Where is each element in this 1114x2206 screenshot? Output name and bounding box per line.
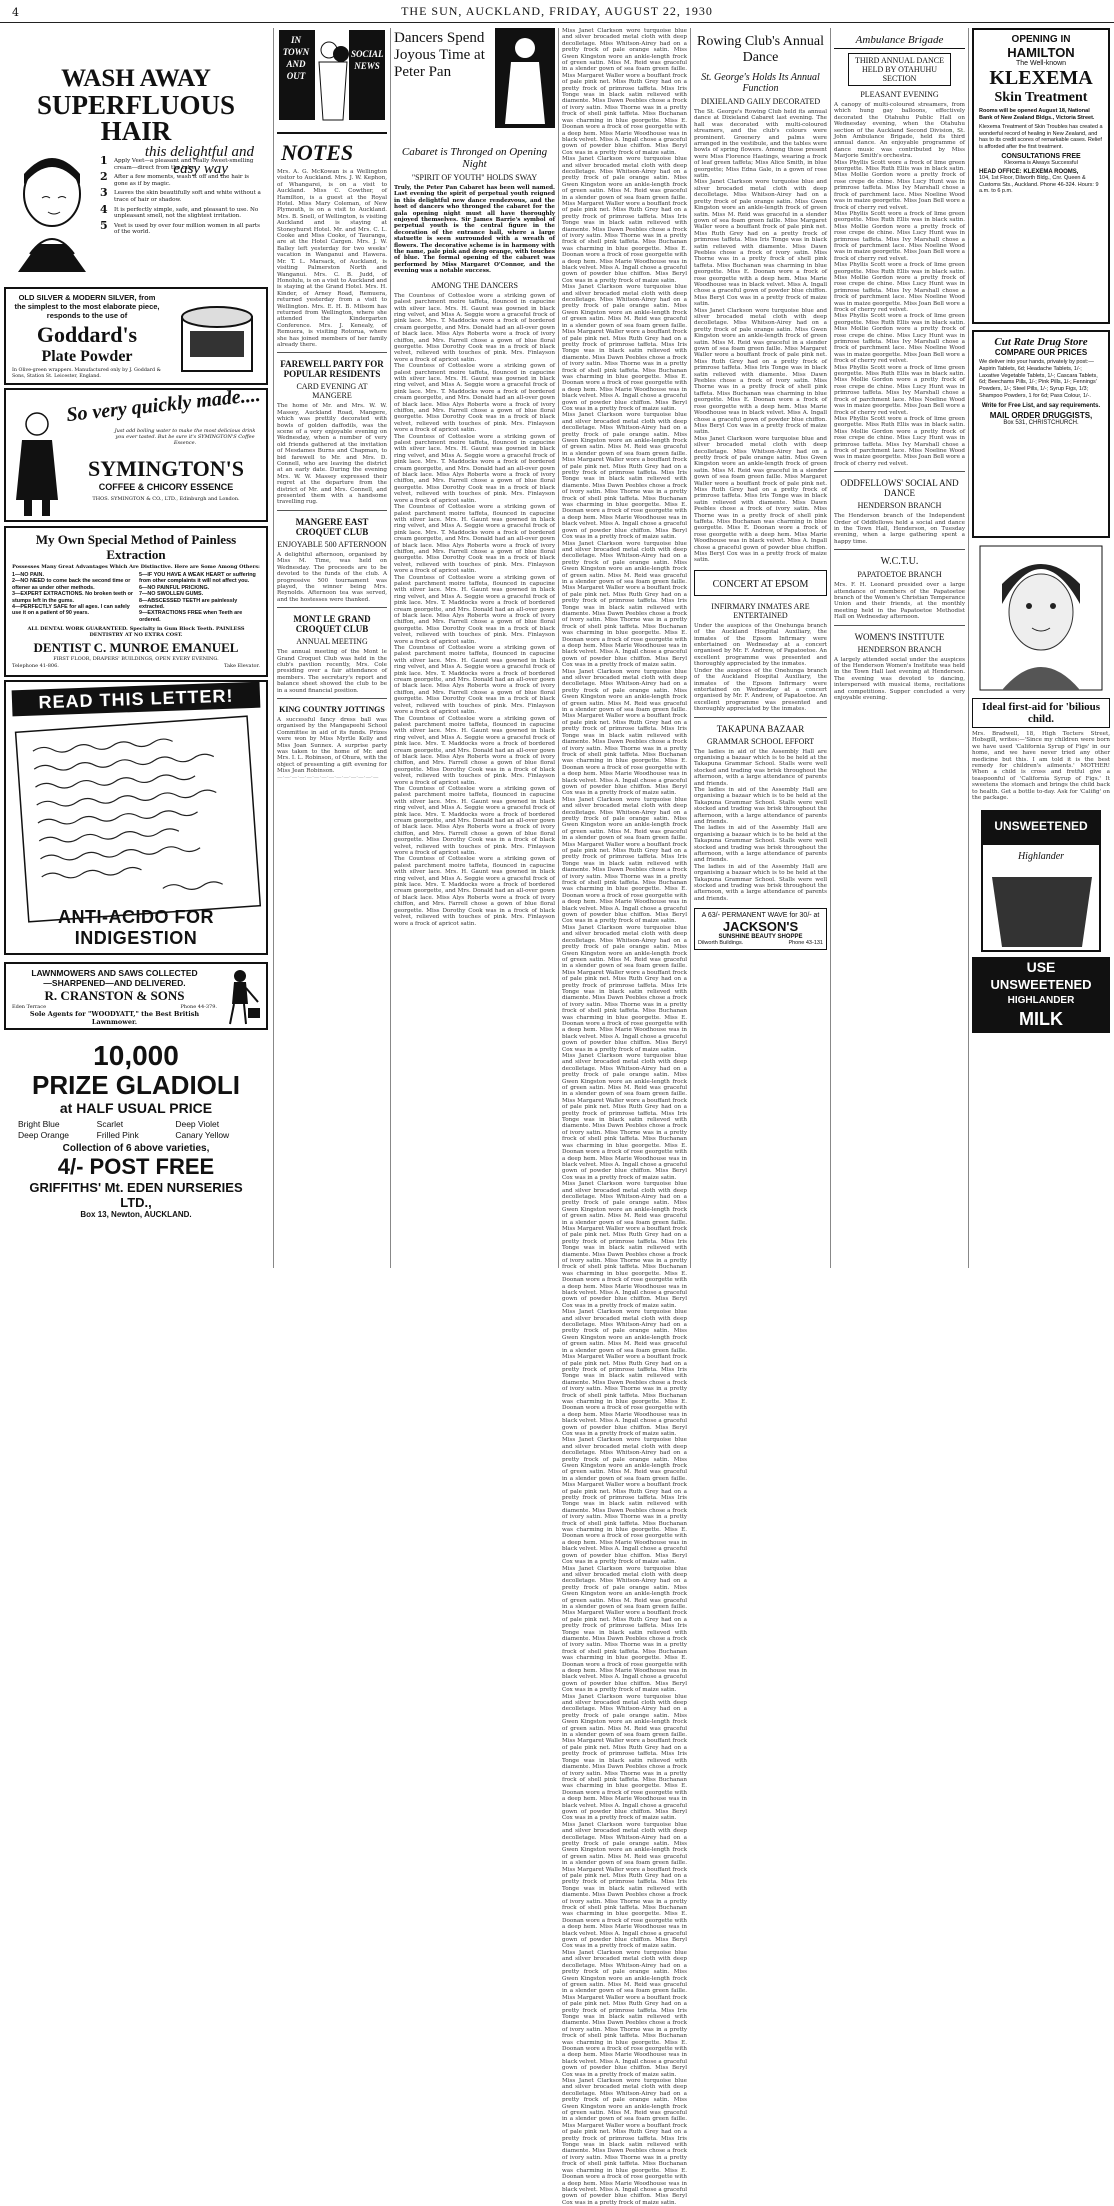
col4-text-16: Miss Janet Clarkson wore turquoise blue and silver brocaded metal cloth with deep decolletage. Miss Whitson-Airey had on a pretty frock of pale orange satin. Miss Gwen Kingston wore an ankle-length frock of green satin. Miss M. Reid was graceful in a slender gown of sea foam green faille. Miss Margaret Waller wore a bouffant frock of pale pink net. Miss Ruth Grey had on a pretty frock of primrose taffeta. Miss Iris Tonge was in black satin relieved with diamente. Miss Dawn Peebles chose a frock of ivory satin. Miss Thorne was in a pretty frock of shell pink taffeta. Miss Buchanan was charming in blue georgette. Miss E. Doonan wore a frock of rose georgette with a deep hem. Miss Marie Woodhouse was in black velvet. Miss A. Ingall chose a graceful gown of powder blue chiffon. Miss Beryl Cox was in a pretty frock of maize satin.	[562, 1949, 687, 2078]
dancers-text: The Countess of Cottesloe wore a striking gown of palest parchment moire taffeta, flounced in capucine with silver lace. Mrs. H. Gaunt was gowned in black ring velvet, and Miss A. Seggie wore a graceful frock of pink lace. Mrs. T. Maddocks wore a frock of bordered cream georgette, and Mrs. Donald had an all-over gown of black lace. Miss Alys Roberts wore a frock of ivory chiffon, and Mrs. Farrell chose a gown of blue floral georgette. Miss Dorothy Cook was in a frock of black velvet, relieved with touches of pink. Mrs. Finlayson wore a frock of apricot satin.	[394, 292, 555, 363]
points-right: 5—IF YOU HAVE A WEAK HEART or suffering from other complaints it will not affect you. 6—NO PAINFUL PRICKING. 7—NO SWOLLEN GUMS. 8—ABSCESSED TEETH are painlessly extracted. 9—EXTRACTIONS FREE when Teeth are ordered.	[139, 572, 256, 623]
ad-subtitle: Possesses Many Great Advantages Which Are Distinctive. Here are Some Among Others:	[12, 564, 260, 570]
ad-headline-2: SUPERFLUOUS HAIR	[36, 90, 236, 146]
notes-heading: NOTES	[281, 140, 354, 165]
banner-right: SOCIAL NEWS	[351, 49, 384, 71]
col4-text-10: Miss Janet Clarkson wore turquoise blue and silver brocaded metal cloth with deep decolletage. Miss Whitson-Airey had on a pretty frock of pale orange satin. Miss Gwen Kingston wore an ankle-length frock of green satin. Miss M. Reid was graceful in a slender gown of sea foam green faille. Miss Margaret Waller wore a bouffant frock of pale pink net. Miss Ruth Grey had on a pretty frock of primrose taffeta. Miss Iris Tonge was in black satin relieved with diamente. Miss Dawn Peebles chose a frock of ivory satin. Miss Thorne was in a pretty frock of shell pink taffeta. Miss Buchanan was charming in blue georgette. Miss E. Doonan wore a frock of rose georgette with a deep hem. Miss Marie Woodhouse was in black velvet. Miss A. Ingall chose a graceful gown of powder blue chiffon. Miss Beryl Cox was in a pretty frock of maize satin.	[562, 1181, 687, 1309]
ad-body: Klexema Treatment of Skin Troubles has created a wonderful record of healing in New Zealand, and has to its credit scores of remarkable cases. Relief is afforded after the first treatment.	[979, 124, 1103, 150]
ambulance-text: A canopy of multi-coloured streamers, from which hung gay balloons, effectively decorated the Otahuhu Public Hall on Wednesday evening, when the Otahuhu section of the Auckland Second Division, St. John Ambulance Brigade, held its third annual dance. An enjoyable programme of dance music was contributed by Miss Marjorie Smith's orchestra.	[834, 102, 965, 160]
article-body: Truly, the Peter Pan Cabaret has been well named. Last evening the spirit of perpetual youth reigned in this delightful new dance rendezvous, and the host of dancers who thronged the cabaret for the gala opening night must all have thoroughly enjoyed themselves. Sir James Barrie's symbol of perpetual youth is the central figure in the decoration of the entrance hall, where a large statuette is seen surrounded with a wreath of flowers. The decorative scheme is in harmony with the name, pale pink and deep orange, with touches of blue. The formal opening of the cabaret was performed by Miss Margaret O'Connor, and the evening was a notable success.	[394, 185, 555, 275]
bazaar-text: The ladies in aid of the Assembly Hall are organising a bazaar which is to be held at the Takapuna Grammar School. Stalls were well stocked and trading was brisk throughout the afternoon, with a large attendance of parents and friends.	[694, 748, 827, 787]
ambulance-box: THIRD ANNUAL DANCE HELD BY OTAHUHU SECTION	[848, 53, 951, 86]
right-ads-column	[972, 28, 1110, 1264]
croquet2-subheading: ANNUAL MEETING	[296, 637, 368, 647]
ad-title: PRIZE GLADIOLI	[32, 1070, 240, 1100]
article-deck: Cabaret is Thronged on Opening Night	[401, 146, 548, 170]
town-and-out-banner	[277, 28, 387, 134]
unsweetened-label: UNSWEETENED	[990, 977, 1092, 993]
dancers-text-cont-8: The Countess of Cottesloe wore a striking gown of palest parchment moire taffeta, flounced in capucine with silver lace. Mrs. H. Gaunt was gowned in black ring velvet, and Miss A. Seggie wore a graceful frock of pink lace. Mrs. T. Maddocks wore a frock of bordered cream georgette, and Mrs. Donald had an all-over gown of black lace. Miss Alys Roberts wore a frock of ivory chiffon, and Mrs. Farrell chose a gown of blue floral georgette. Miss Dorothy Cook was in a frock of black velvet, relieved with touches of pink. Mrs. Finlayson wore a frock of apricot satin.	[394, 856, 555, 927]
tin-sub-label: Highlander	[1017, 851, 1065, 863]
peter-pan-column	[394, 28, 555, 1264]
address: Eden Terrace	[12, 1004, 47, 1010]
step-2: 2 After a few moments, wash it off and the hair is gone as if by magic.	[100, 170, 250, 187]
banner-left: IN TOWN AND OUT	[282, 35, 310, 81]
dentist-emanuel-ad	[4, 526, 268, 677]
consult-line: CONSULTATIONS FREE	[1001, 153, 1081, 160]
rowing-club-column	[694, 28, 827, 1264]
col4-text-13: Miss Janet Clarkson wore turquoise blue and silver brocaded metal cloth with deep decolletage. Miss Whitson-Airey had on a pretty frock of pale orange satin. Miss Gwen Kingston wore an ankle-length frock of green satin. Miss M. Reid was graceful in a slender gown of sea foam green faille. Miss Margaret Waller wore a bouffant frock of pale pink net. Miss Ruth Grey had on a pretty frock of primrose taffeta. Miss Iris Tonge was in black satin relieved with diamente. Miss Dawn Peebles chose a frock of ivory satin. Miss Thorne was in a pretty frock of shell pink taffeta. Miss Buchanan was charming in blue georgette. Miss E. Doonan wore a frock of rose georgette with a deep hem. Miss Marie Woodhouse was in black velvet. Miss A. Ingall chose a graceful gown of powder blue chiffon. Miss Beryl Cox was in a pretty frock of maize satin.	[562, 1565, 687, 1694]
ad-tagline-2: easy way	[173, 161, 228, 177]
maker-line: THOS. SYMINGTON & CO., LTD., Edinburgh and London.	[92, 496, 240, 502]
croquet2-text: The annual meeting of the Mont le Grand Croquet Club was held in the club's pavilion recently, Mrs. Cole presiding over a fair attendance of members. The secretary's report and balance sheet showed the club to be in a sound financial position.	[277, 649, 387, 694]
rowing-text-2: Miss Janet Clarkson wore turquoise blue and silver brocaded metal cloth with deep decolletage. Miss Whitson-Airey had on a pretty frock of pale orange satin. Miss Gwen Kingston wore an ankle-length frock of green satin. Miss M. Reid was graceful in a slender gown of sea foam green faille. Miss Margaret Waller wore a bouffant frock of pale pink net. Miss Ruth Grey had on a pretty frock of primrose taffeta. Miss Iris Tonge was in black satin relieved with diamente. Miss Dawn Peebles chose a frock of ivory satin. Miss Thorne was in a pretty frock of shell pink taffeta. Miss Buchanan was charming in blue georgette. Miss E. Doonan wore a frock of rose georgette with a deep hem. Miss Marie Woodhouse was in black velvet. Miss A. Ingall chose a graceful gown of powder blue chiffon. Miss Beryl Cox was in a pretty frock of maize satin.	[694, 179, 827, 308]
dancers-continued-column	[562, 28, 687, 2206]
epsom-text: Under the auspices of the Onehunga branch of the Auckland Hospital Auxiliary, the inmates of the Epsom Infirmary were entertained on Wednesday at a concert organised by Mr. F. Andrew, of Papatoetoe. An excellent programme was presented and thoroughly appreciated by the inmates.	[694, 622, 827, 668]
box-line: Box 531, CHRISTCHURCH.	[1003, 419, 1079, 426]
brand-name: Goddard's	[36, 322, 138, 347]
col6-text-2: Miss Phyllis Scott wore a frock of lime green georgette. Miss Ruth Ellis was in black satin. Miss Mollie Gordon wore a pretty frock of rose crepe de chine. Miss Lucy Hunt was in primrose taffeta. Miss Ivy Marshall chose a frock of parchment lace. Miss Noeline Wood was in maize georgette. Miss Joan Bell wore a frock of cherry red velvet.	[834, 210, 965, 262]
ad-line-2: —SHARPENED—AND DELIVERED.	[43, 978, 186, 988]
guarantee: ALL DENTAL WORK GUARANTEED. Specialty in Gum Block Teeth. PAINLESS DENTISTRY AT NO EXTRA COST.	[27, 626, 245, 639]
farewell-heading: FAREWELL PARTY FOR POPULAR RESIDENTS	[280, 359, 384, 380]
ad-header: READ THIS LETTER!	[12, 682, 261, 717]
epsom-subheading: INFIRMARY INMATES ARE ENTERTAINED	[711, 601, 810, 620]
ad-line-2: HAMILTON	[1007, 45, 1075, 60]
col4-text-3: Miss Janet Clarkson wore turquoise blue and silver brocaded metal cloth with deep decolletage. Miss Whitson-Airey had on a pretty frock of pale orange satin. Miss Gwen Kingston wore an ankle-length frock of green satin. Miss M. Reid was graceful in a slender gown of sea foam green faille. Miss Margaret Waller wore a bouffant frock of pale pink net. Miss Ruth Grey had on a pretty frock of primrose taffeta. Miss Iris Tonge was in black satin relieved with diamente. Miss Dawn Peebles chose a frock of ivory satin. Miss Thorne was in a pretty frock of shell pink taffeta. Miss Buchanan was charming in blue georgette. Miss E. Doonan wore a frock of rose georgette with a deep hem. Miss Marie Woodhouse was in black velvet. Miss A. Ingall chose a graceful gown of powder blue chiffon. Miss Beryl Cox was in a pretty frock of maize satin.	[562, 284, 687, 412]
bazaar-text-3: The ladies in aid of the Assembly Hall are organising a bazaar which is to be held at the Takapuna Grammar School. Stalls were well stocked and trading was brisk throughout the afternoon, with a large attendance of parents and friends.	[694, 825, 827, 864]
dancers-illustration	[495, 28, 555, 128]
farewell-text: The home of Mr. and Mrs. W. W. Massey, Auckland Road, Mangere, which was prettily decorated with bowls of golden daffodils, was the scene of a very enjoyable evening on Wednesday, when a number of very old friends gathered at the invitation of Mesdames Burns and Chapman, to bid farewell to Mr. and Mrs. D. Connell, who are leaving the district at an early date. During the evening Mrs. W. W. Massey expressed their regret at the departure from the district of Mr. and Mrs. Connell, and presented them with a handsome travelling rug.	[277, 403, 387, 506]
permanent-wave-ad: A 63/- PERMANENT WAVE for 30/- at JACKSON'S SUNSHINE BEAUTY SHOPPE Dilworth Buildings. Phone 43-131	[694, 908, 827, 950]
write-line: Write for Free List, and say requirements.	[981, 402, 1101, 409]
price: 4/- POST FREE	[57, 1154, 215, 1179]
wctu-text: Mrs. F. H. Leonard presided over a large attendance of members of the Papatoetoe branch of the Women's Christian Temperance Union and their friends, at the monthly meeting held in the Papatoetoe Methodist Hall on Wednesday afternoon.	[834, 582, 965, 621]
masthead	[0, 0, 1114, 23]
step-4: 4 It is perfectly simple, safe, and pleasant to use. No unpleasant smell, not the slightest irritation.	[100, 202, 259, 220]
price-list: We deliver into your hands, privately by post:— Aspirin Tablets, 6d; Headache Tablets, 1/-; Laxative Vegetable Tablets, 1/-; Cascara Tablets, 6d; Beechams Pills, 1/-; Pink Pills, 1/-; Fennings' Powders, 1/-; Steel Pills, 1/-; Syrup Figs, 1/3; Shampoo Powders, 1 for 6d; Pass Colour, 1/-.	[979, 359, 1098, 399]
varieties-list: Bright Blue Scarlet Deep Violet Deep Orange Frilled Pink Canary Yellow	[18, 1119, 230, 1140]
opening-text: Rooms will be opened August 18, National Bank of New Zealand Bldgs., Victoria Street.	[979, 108, 1095, 121]
king-country-heading: KING COUNTRY JOTTINGS	[279, 704, 385, 714]
symington-coffee-ad	[4, 383, 268, 522]
bazaar-subheading: GRAMMAR SCHOOL EFFORT	[706, 736, 815, 746]
klexema-ad	[972, 28, 1110, 324]
step-5: 5 Veet is used by over four million women in all parts of the world.	[100, 218, 260, 236]
wctu-subheading: PAPATOETOE BRANCH	[857, 570, 942, 580]
anti-acido-ad	[4, 680, 268, 955]
shop-name: JACKSON'S	[722, 919, 799, 935]
collection-line: Collection of 6 above varieties,	[62, 1143, 210, 1154]
croquet1-subheading: ENJOYABLE 500 AFTERNOON	[277, 539, 387, 549]
ad-intro: OLD SILVER & MODERN SILVER, from the simplest to the most elaborate piece, responds to the use of	[14, 293, 160, 320]
col6-text-4: Miss Phyllis Scott wore a frock of lime green georgette. Miss Ruth Ellis was in black satin. Miss Mollie Gordon wore a pretty frock of rose crepe de chine. Miss Lucy Hunt was in primrose taffeta. Miss Ivy Marshall chose a frock of parchment lace. Miss Noeline Wood was in maize georgette. Miss Joan Bell wore a frock of cherry red velvet.	[834, 313, 965, 365]
dentist-address: FIRST FLOOR, DRAPERS' BUILDINGS, OPEN EVERY EVENING.	[53, 656, 219, 663]
col4-text-8: Miss Janet Clarkson wore turquoise blue and silver brocaded metal cloth with deep decolletage. Miss Whitson-Airey had on a pretty frock of pale orange satin. Miss Gwen Kingston wore an ankle-length frock of green satin. Miss M. Reid was graceful in a slender gown of sea foam green faille. Miss Margaret Waller wore a bouffant frock of pale pink net. Miss Ruth Grey had on a pretty frock of primrose taffeta. Miss Iris Tonge was in black satin relieved with diamente. Miss Dawn Peebles chose a frock of ivory satin. Miss Thorne was in a pretty frock of shell pink taffeta. Miss Buchanan was charming in blue georgette. Miss E. Doonan wore a frock of rose georgette with a deep hem. Miss Marie Woodhouse was in black velvet. Miss A. Ingall chose a graceful gown of powder blue chiffon. Miss Beryl Cox was in a pretty frock of maize satin.	[562, 924, 687, 1053]
office-address: 104, 1st Floor, Dilworth Bldg., Cnr. Queen & Customs Sts., Auckland. Phone 46-324. Hours: 9 a.m. to 6 p.m.	[979, 175, 1099, 194]
rowing-headline: Rowing Club's Annual Dance	[697, 34, 824, 65]
points-left: 1—NO PAIN. 2—NO NEED to come back the second time or oftener as under other methods. 3—EXPERT EXTRACTIONS. No broken teeth or stumps left in the gums. 4—PERFECTLY SAFE for all ages. I can safely use it on a patient of 90 years.	[12, 572, 134, 617]
dancers-text-cont-3: The Countess of Cottesloe wore a striking gown of palest parchment moire taffeta, flounced in capucine with silver lace. Mrs. H. Gaunt was gowned in black ring velvet, and Miss A. Seggie wore a graceful frock of pink lace. Mrs. T. Maddocks wore a frock of bordered cream georgette, and Mrs. Donald had an all-over gown of black lace. Miss Alys Roberts wore a frock of ivory chiffon, and Mrs. Farrell chose a gown of blue floral georgette. Miss Dorothy Cook was in a frock of black velvet, relieved with touches of pink. Mrs. Finlayson wore a frock of apricot satin.	[394, 504, 555, 575]
polish-tin-icon	[174, 295, 260, 379]
dancers-text-cont-4: The Countess of Cottesloe wore a striking gown of palest parchment moire taffeta, flounced in capucine with silver lace. Mrs. H. Gaunt was gowned in black ring velvet, and Miss A. Seggie wore a graceful frock of pink lace. Mrs. T. Maddocks wore a frock of bordered cream georgette, and Mrs. Donald had an all-over gown of black lace. Miss Alys Roberts wore a frock of ivory chiffon, and Mrs. Farrell chose a gown of blue floral georgette. Miss Dorothy Cook was in a frock of black velvet, relieved with touches of pink. Mrs. Finlayson wore a frock of apricot satin.	[394, 574, 555, 645]
brand-label: HIGHLANDER	[1007, 995, 1075, 1007]
page-number: 4	[12, 6, 19, 19]
bazaar-heading: TAKAPUNA BAZAAR	[716, 723, 805, 734]
use-label: USE	[1026, 959, 1056, 976]
goddard-plate-powder-ad	[4, 287, 268, 385]
social-notes-column: IN TOWN AND OUT SOCIAL NEWS NOTES Mrs. A. G. McKowan is a Wellington visitor to Auckland. Mrs. J. W. Kephon, of Whangarei, is on a visit to Auckland. Miss C. Cowther, of Hamilton, is a guest at the Royal Hotel. Miss Mary Coleman, of New Plymouth, is on a visit to Auckland. Mrs. B. Snell, of Wellington, is visiting Auckland and is staying at Stoneyhurst Hotel. Mr. and Mrs. C. L. Cooke and Miss Cooke, of Tauranga, are at the Hotel Cargen. Mrs. J. W. Balley left yesterday for two weeks' vacation in Wanganui and Hawera. Mr. T. L. Marsack, of Auckland, is visiting Palmerston North and Wanganui. Mrs. C. B. Judd, of Honolulu, is on a visit to Auckland and is staying at the Grand Hotel. Mrs. H. Kinder, of Arney Road, Remuera, returned yesterday from a visit to Wellington. Mrs. E. H. B. Milsom has returned from Wellington, where she attended the Kindergarten Conference. Mrs. J. Kenealy, of Remuera, is visiting Rotorua, where she has joined members of her family already there. FAREWELL PARTY FOR POPULAR RESIDENTS CARD EVENING AT MANGERE The home of Mr. and Mrs. W. W. Massey, Auckland Road, Mangere, which was prettily decorated with bowls of golden daffodils, was the scene of a very enjoyable evening on Wednesday, when a number of very old friends gathered at the invitation of Mesdames Burns and Chapman, to bid farewell to Mr. and Mrs. D. Connell, who are leaving the district at an early date. During the evening Mrs. W. W. Massey expressed their regret at the departure from the district of Mr. and Mrs. Connell, and presented them with a handsome travelling rug. MANGERE EAST CROQUET CLUB ENJOYABLE 500 AFTERNOON A delightful afternoon, organised by Miss M. Time, was held on Wednesday. The proceeds are to be devoted to the funds of the club. A progressive 500 tournament was played, the winner being Mrs. Reynolds. Afternoon tea was served, and the hostesses were thanked. MONT LE GRAND CROQUET CLUB ANNUAL MEETING The annual meeting of the Mont le Grand Croquet Club was held in the club's pavilion recently, Mrs. Cole presiding over a fair attendance of members. The secretary's report and balance sheet showed the club to be in a sound financial position. KING COUNTRY JOTTINGS A successful fancy dress ball was organised by the Mangapeehi School Committee in aid of its funds. Prizes were won by Miss Myrtle Kelly and Miss Joan Sunnex. A surprise party was taken to the home of Mr. and Mrs. I. L. Robinson, of Ohura, with the object of presenting a gift evening for Miss Jean Robinson. —·—·—·—·—·—·—·—·—·—·—·—·—·—	[277, 28, 387, 1264]
ad-tagline: this delightful and	[144, 144, 254, 160]
ad-line-3: The Well-known	[1015, 60, 1067, 67]
ad-subtitle: at HALF USUAL PRICE	[59, 1100, 213, 1116]
col4-text-14: Miss Janet Clarkson wore turquoise blue and silver brocaded metal cloth with deep decolletage. Miss Whitson-Airey had on a pretty frock of pale orange satin. Miss Gwen Kingston wore an ankle-length frock of green satin. Miss M. Reid was graceful in a slender gown of sea foam green faille. Miss Margaret Waller wore a bouffant frock of pale pink net. Miss Ruth Grey had on a pretty frock of primrose taffeta. Miss Iris Tonge was in black satin relieved with diamente. Miss Dawn Peebles chose a frock of ivory satin. Miss Thorne was in a pretty frock of shell pink taffeta. Miss Buchanan was charming in blue georgette. Miss E. Doonan wore a frock of rose georgette with a deep hem. Miss Marie Woodhouse was in black velvet. Miss A. Ingall chose a graceful gown of powder blue chiffon. Miss Beryl Cox was in a pretty frock of maize satin.	[562, 1693, 687, 1822]
wi-text: A largely attended social under the auspices of the Henderson Women's Institute was held in the Town Hall last evening at Henderson. The evening was devoted to dancing, interspersed with musical items, recitations and competitions. Supper concluded a very enjoyable evening.	[834, 656, 965, 702]
col6-text: Miss Phyllis Scott wore a frock of lime green georgette. Miss Ruth Ellis was in black satin. Miss Mollie Gordon wore a pretty frock of rose crepe de chine. Miss Lucy Hunt was in primrose taffeta. Miss Ivy Marshall chose a frock of parchment lace. Miss Noeline Wood was in maize georgette. Miss Joan Bell wore a frock of cherry red velvet.	[834, 159, 965, 211]
col4-text-15: Miss Janet Clarkson wore turquoise blue and silver brocaded metal cloth with deep decolletage. Miss Whitson-Airey had on a pretty frock of pale orange satin. Miss Gwen Kingston wore an ankle-length frock of green satin. Miss M. Reid was graceful in a slender gown of sea foam green faille. Miss Margaret Waller wore a bouffant frock of pale pink net. Miss Ruth Grey had on a pretty frock of primrose taffeta. Miss Iris Tonge was in black satin relieved with diamente. Miss Dawn Peebles chose a frock of ivory satin. Miss Thorne was in a pretty frock of shell pink taffeta. Miss Buchanan was charming in blue georgette. Miss E. Doonan wore a frock of rose georgette with a deep hem. Miss Marie Woodhouse was in black velvet. Miss A. Ingall chose a graceful gown of powder blue chiffon. Miss Beryl Cox was in a pretty frock of maize satin.	[562, 1821, 687, 1950]
cranston-lawnmower-ad	[4, 962, 268, 1030]
mail-order-line: MAIL ORDER DRUGGISTS,	[989, 410, 1093, 420]
oddfellows-subheading: HENDERSON BRANCH	[857, 501, 942, 511]
dancers-text-cont-2: The Countess of Cottesloe wore a striking gown of palest parchment moire taffeta, flounced in capucine with silver lace. Mrs. H. Gaunt was gowned in black ring velvet, and Miss A. Seggie wore a graceful frock of pink lace. Mrs. T. Maddocks wore a frock of bordered cream georgette, and Mrs. Donald had an all-over gown of black lace. Miss Alys Roberts wore a frock of ivory chiffon, and Mrs. Farrell chose a gown of blue floral georgette. Miss Dorothy Cook was in a frock of black velvet, relieved with touches of pink. Mrs. Finlayson wore a frock of apricot satin.	[394, 433, 555, 504]
croquet1-heading: MANGERE EAST CROQUET CLUB	[295, 516, 369, 537]
ad-line-1: OPENING IN	[1011, 34, 1071, 45]
ad-subtitle: COMPARE OUR PRICES	[994, 348, 1088, 357]
croquet1-text: A delightful afternoon, organised by Miss M. Time, was held on Wednesday. The proceeds are to be devoted to the funds of the club. A progressive 500 tournament was played, the winner being Mrs. Reynolds. Afternoon tea was served, and the hostesses were thanked.	[277, 551, 387, 603]
ambulance-heading: Ambulance Brigade	[834, 34, 965, 49]
woman-portrait-illustration	[8, 154, 96, 274]
ad-headline: WASH AWAY	[61, 65, 211, 92]
wctu-heading: W.C.T.U.	[880, 556, 919, 568]
col4-text: Miss Janet Clarkson wore turquoise blue and silver brocaded metal cloth with deep decolletage. Miss Whitson-Airey had on a pretty frock of pale orange satin. Miss Gwen Kingston wore an ankle-length frock of green satin. Miss M. Reid was graceful in a slender gown of sea foam green faille. Miss Margaret Waller wore a bouffant frock of pale pink net. Miss Ruth Grey had on a pretty frock of primrose taffeta. Miss Iris Tonge was in black satin relieved with diamente. Miss Dawn Peebles chose a frock of ivory satin. Miss Thorne was in a pretty frock of shell pink taffeta. Miss Buchanan was charming in blue georgette. Miss E. Doonan wore a frock of rose georgette with a deep hem. Miss Marie Woodhouse was in black velvet. Miss A. Ingall chose a graceful gown of powder blue chiffon. Miss Beryl Cox was in a pretty frock of maize satin.	[562, 28, 687, 156]
ad-title: Cut Rate Drug Store	[994, 336, 1088, 348]
cut-rate-drug-ad	[972, 330, 1110, 538]
steps-list	[100, 154, 264, 239]
col6-text-5: Miss Phyllis Scott wore a frock of lime green georgette. Miss Ruth Ellis was in black satin. Miss Mollie Gordon wore a pretty frock of rose crepe de chine. Miss Lucy Hunt was in primrose taffeta. Miss Ivy Marshall chose a frock of parchment lace. Miss Noeline Wood was in maize georgette. Miss Joan Bell wore a frock of cherry red velvet.	[834, 364, 965, 416]
col4-text-6: Miss Janet Clarkson wore turquoise blue and silver brocaded metal cloth with deep decolletage. Miss Whitson-Airey had on a pretty frock of pale orange satin. Miss Gwen Kingston wore an ankle-length frock of green satin. Miss M. Reid was graceful in a slender gown of sea foam green faille. Miss Margaret Waller wore a bouffant frock of pale pink net. Miss Ruth Grey had on a pretty frock of primrose taffeta. Miss Iris Tonge was in black satin relieved with diamente. Miss Dawn Peebles chose a frock of ivory satin. Miss Thorne was in a pretty frock of shell pink taffeta. Miss Buchanan was charming in blue georgette. Miss E. Doonan wore a frock of rose georgette with a deep hem. Miss Marie Woodhouse was in black velvet. Miss A. Ingall chose a graceful gown of powder blue chiffon. Miss Beryl Cox was in a pretty frock of maize satin.	[562, 668, 687, 797]
oddfellows-text: The Henderson branch of the Independent Order of Oddfellows held a social and dance in the Town Hall, Henderson, on Tuesday evening, when a large gathering spent a happy time.	[834, 513, 965, 545]
wi-heading: WOMEN'S INSTITUTE	[854, 631, 945, 642]
milk-label: MILK	[1019, 1009, 1063, 1030]
bazaar-text-4: The ladies in aid of the Assembly Hall are organising a bazaar which is to be held at the Takapuna Grammar School. Stalls were well stocked and trading was brisk throughout the afternoon, with a large attendance of parents and friends.	[694, 863, 827, 902]
king-country-text: A successful fancy dress ball was organised by the Mangapeehi School Committee in aid of its funds. Prizes were won by Miss Myrtle Kelly and Miss Joan Sunnex. A surprise party was taken to the home of Mr. and Mrs. I. L. Robinson, of Ohura, with the object of presenting a gift evening for Miss Jean Robinson.	[277, 716, 387, 775]
company-name: R. CRANSTON & SONS	[44, 988, 185, 1003]
doll-figure-illustration	[12, 410, 62, 520]
farewell-subheading: CARD EVENING AT MANGERE	[296, 382, 368, 401]
tin-top-label: UNSWEETENED	[994, 819, 1088, 834]
rowing-text-4: Miss Janet Clarkson wore turquoise blue and silver brocaded metal cloth with deep decolletage. Miss Whitson-Airey had on a pretty frock of pale orange satin. Miss Gwen Kingston wore an ankle-length frock of green satin. Miss M. Reid was graceful in a slender gown of sea foam green faille. Miss Margaret Waller wore a bouffant frock of pale pink net. Miss Ruth Grey had on a pretty frock of primrose taffeta. Miss Iris Tonge was in black satin relieved with diamente. Miss Dawn Peebles chose a frock of ivory satin. Miss Thorne was in a pretty frock of shell pink taffeta. Miss Buchanan was charming in blue georgette. Miss E. Doonan wore a frock of rose georgette with a deep hem. Miss Marie Woodhouse was in black velvet. Miss A. Ingall chose a graceful gown of powder blue chiffon. Miss Beryl Cox was in a pretty frock of maize satin.	[694, 435, 827, 564]
bazaar-text-2: The ladies in aid of the Assembly Hall are organising a bazaar which is to be held at the Takapuna Grammar School. Stalls were well stocked and trading was brisk throughout the afternoon, with a large attendance of parents and friends.	[694, 786, 827, 825]
rowing-text: The St. George's Rowing Club held its annual dance at Dixieland Cabaret last evening. The hall was decorated with multi-coloured streamers, and the club's colours were prominent. Greenery and palms were arranged in the vestibule, and the tables were bowls of spring flowers. Among those present were Miss Florence Hastings, wearing a frock of leaf green taffeta; Miss Alice Smith, in blue georgette; Miss Edna Gale, in a gown of rose satin.	[694, 109, 827, 180]
article-subheading: "SPIRIT OF YOUTH" HOLDS SWAY	[411, 173, 538, 182]
veet-hair-removal-ad	[4, 66, 268, 282]
nursery-name: GRIFFITHS' Mt. EDEN NURSERIES LTD.,	[29, 1180, 243, 1210]
rowing-text-3: Miss Janet Clarkson wore turquoise blue and silver brocaded metal cloth with deep decolletage. Miss Whitson-Airey had on a pretty frock of pale orange satin. Miss Gwen Kingston wore an ankle-length frock of green satin. Miss M. Reid was graceful in a slender gown of sea foam green faille. Miss Margaret Waller wore a bouffant frock of pale pink net. Miss Ruth Grey had on a pretty frock of primrose taffeta. Miss Iris Tonge was in black satin relieved with diamente. Miss Dawn Peebles chose a frock of ivory satin. Miss Thorne was in a pretty frock of shell pink taffeta. Miss Buchanan was charming in blue georgette. Miss E. Doonan wore a frock of rose georgette with a deep hem. Miss Marie Woodhouse was in black velvet. Miss A. Ingall chose a graceful gown of powder blue chiffon. Miss Beryl Cox was in a pretty frock of maize satin.	[694, 307, 827, 436]
masthead-title: THE SUN, AUCKLAND, FRIDAY, AUGUST 22, 1930	[401, 4, 713, 18]
quantity: 10,000	[93, 1040, 179, 1071]
col4-text-11: Miss Janet Clarkson wore turquoise blue and silver brocaded metal cloth with deep decolletage. Miss Whitson-Airey had on a pretty frock of pale orange satin. Miss Gwen Kingston wore an ankle-length frock of green satin. Miss M. Reid was graceful in a slender gown of sea foam green faille. Miss Margaret Waller wore a bouffant frock of pale pink net. Miss Ruth Grey had on a pretty frock of primrose taffeta. Miss Iris Tonge was in black satin relieved with diamente. Miss Dawn Peebles chose a frock of ivory satin. Miss Thorne was in a pretty frock of shell pink taffeta. Miss Buchanan was charming in blue georgette. Miss E. Doonan wore a frock of rose georgette with a deep hem. Miss Marie Woodhouse was in black velvet. Miss A. Ingall chose a graceful gown of powder blue chiffon. Miss Beryl Cox was in a pretty frock of maize satin.	[562, 1309, 687, 1437]
phone: Telephone 41-806.	[12, 663, 59, 670]
agents-line: Sole Agents for "WOODYATT," the Best British Lawnmower.	[29, 1010, 200, 1026]
phone: Phone 44-379.	[180, 1004, 217, 1010]
califig-text: Mrs. Bradwell, 18, High Tecters Street, Hobsgill, writes:—'Since my children were born we have used 'California Syrup of Figs' in our home, and we have never tried any other medicine but this. I am told it is the best remedy for children's ailments.' MOTHER! When a child is cross and fretful give a teaspoonful of 'California Syrup of Figs.' It sweetens the stomach and brings the child back to health. Get a bottle to-day. Ask for 'Califig' on the package.	[972, 731, 1110, 802]
product-name: Plate Powder	[41, 348, 133, 365]
rowing-deck: St. George's Holds Its Annual Function	[701, 72, 820, 94]
ad-title: My Own Special Method of Painless Extraction	[35, 532, 237, 562]
col4-text-2: Miss Janet Clarkson wore turquoise blue and silver brocaded metal cloth with deep decolletage. Miss Whitson-Airey had on a pretty frock of pale orange satin. Miss Gwen Kingston wore an ankle-length frock of green satin. Miss M. Reid was graceful in a slender gown of sea foam green faille. Miss Margaret Waller wore a bouffant frock of pale pink net. Miss Ruth Grey had on a pretty frock of primrose taffeta. Miss Iris Tonge was in black satin relieved with diamente. Miss Dawn Peebles chose a frock of ivory satin. Miss Thorne was in a pretty frock of shell pink taffeta. Miss Buchanan was charming in blue georgette. Miss E. Doonan wore a frock of rose georgette with a deep hem. Miss Marie Woodhouse was in black velvet. Miss A. Ingall chose a graceful gown of powder blue chiffon. Miss Beryl Cox was in a pretty frock of maize satin.	[562, 156, 687, 284]
col4-text-17: Miss Janet Clarkson wore turquoise blue and silver brocaded metal cloth with deep decolletage. Miss Whitson-Airey had on a pretty frock of pale orange satin. Miss Gwen Kingston wore an ankle-length frock of green satin. Miss M. Reid was graceful in a slender gown of sea foam green faille. Miss Margaret Waller wore a bouffant frock of pale pink net. Miss Ruth Grey had on a pretty frock of primrose taffeta. Miss Iris Tonge was in black satin relieved with diamente. Miss Dawn Peebles chose a frock of ivory satin. Miss Thorne was in a pretty frock of shell pink taffeta. Miss Buchanan was charming in blue georgette. Miss E. Doonan wore a frock of rose georgette with a deep hem. Miss Marie Woodhouse was in black velvet. Miss A. Ingall chose a graceful gown of powder blue chiffon. Miss Beryl Cox was in a pretty frock of maize satin.	[562, 2078, 687, 2206]
dentist-name: DENTIST C. MUNROE EMANUEL	[33, 640, 239, 656]
step-3: 3 Leaves the skin beautifully soft and white without a trace of hair or shadow.	[100, 186, 261, 203]
col4-text-9: Miss Janet Clarkson wore turquoise blue and silver brocaded metal cloth with deep decolletage. Miss Whitson-Airey had on a pretty frock of pale orange satin. Miss Gwen Kingston wore an ankle-length frock of green satin. Miss M. Reid was graceful in a slender gown of sea foam green faille. Miss Margaret Waller wore a bouffant frock of pale pink net. Miss Ruth Grey had on a pretty frock of primrose taffeta. Miss Iris Tonge was in black satin relieved with diamente. Miss Dawn Peebles chose a frock of ivory satin. Miss Thorne was in a pretty frock of shell pink taffeta. Miss Buchanan was charming in blue georgette. Miss E. Doonan wore a frock of rose georgette with a deep hem. Miss Marie Woodhouse was in black velvet. Miss A. Ingall chose a graceful gown of powder blue chiffon. Miss Beryl Cox was in a pretty frock of maize satin.	[562, 1053, 687, 1181]
epsom-text-2: Under the auspices of the Onehunga branch of the Auckland Hospital Auxiliary, the inmates of the Epsom Infirmary were entertained on Wednesday at a concert organised by Mr. F. Andrew, of Papatoetoe. An excellent programme was presented and thoroughly appreciated by the inmates.	[694, 667, 827, 713]
col4-text-4: Miss Janet Clarkson wore turquoise blue and silver brocaded metal cloth with deep decolletage. Miss Whitson-Airey had on a pretty frock of pale orange satin. Miss Gwen Kingston wore an ankle-length frock of green satin. Miss M. Reid was graceful in a slender gown of sea foam green faille. Miss Margaret Waller wore a bouffant frock of pale pink net. Miss Ruth Grey had on a pretty frock of primrose taffeta. Miss Iris Tonge was in black satin relieved with diamente. Miss Dawn Peebles chose a frock of ivory satin. Miss Thorne was in a pretty frock of shell pink taffeta. Miss Buchanan was charming in blue georgette. Miss E. Doonan wore a frock of rose georgette with a deep hem. Miss Marie Woodhouse was in black velvet. Miss A. Ingall chose a graceful gown of powder blue chiffon. Miss Beryl Cox was in a pretty frock of maize satin.	[562, 412, 687, 541]
dancers-text-cont-6: The Countess of Cottesloe wore a striking gown of palest parchment moire taffeta, flounced in capucine with silver lace. Mrs. H. Gaunt was gowned in black ring velvet, and Miss A. Seggie wore a graceful frock of pink lace. Mrs. T. Maddocks wore a frock of bordered cream georgette, and Mrs. Donald had an all-over gown of black lace. Miss Alys Roberts wore a frock of ivory chiffon, and Mrs. Farrell chose a gown of blue floral georgette. Miss Dorothy Cook was in a frock of black velvet, relieved with touches of pink. Mrs. Finlayson wore a frock of apricot satin.	[394, 715, 555, 786]
shop-tagline: SUNSHINE BEAUTY SHOPPE	[718, 934, 803, 941]
dancers-text-cont-5: The Countess of Cottesloe wore a striking gown of palest parchment moire taffeta, flounced in capucine with silver lace. Mrs. H. Gaunt was gowned in black ring velvet, and Miss A. Seggie wore a graceful frock of pink lace. Mrs. T. Maddocks wore a frock of bordered cream georgette, and Mrs. Donald had an all-over gown of black lace. Miss Alys Roberts wore a frock of ivory chiffon, and Mrs. Farrell chose a gown of blue floral georgette. Miss Dorothy Cook was in a frock of black velvet, relieved with touches of pink. Mrs. Finlayson wore a frock of apricot satin.	[394, 645, 555, 716]
elevator-note: Take Elevator.	[224, 663, 260, 670]
col6-text-3: Miss Phyllis Scott wore a frock of lime green georgette. Miss Ruth Ellis was in black satin. Miss Mollie Gordon wore a pretty frock of rose crepe de chine. Miss Lucy Hunt was in primrose taffeta. Miss Ivy Marshall chose a frock of parchment lace. Miss Noeline Wood was in maize georgette. Miss Joan Bell wore a frock of cherry red velvet.	[834, 262, 965, 313]
notes-text: Mrs. A. G. McKowan is a Wellington visitor to Auckland. Mrs. J. W. Kephon, of Whangarei, is on a visit to Auckland. Miss C. Cowther, of Hamilton, is a guest at the Royal Hotel. Miss Mary Coleman, of New Plymouth, is on a visit to Auckland. Mrs. B. Snell, of Wellington, is visiting Auckland and is staying at Stoneyhurst Hotel. Mr. and Mrs. C. L. Cooke and Miss Cooke, of Tauranga, are at the Hotel Cargen. Mrs. J. W. Balley left yesterday for two weeks' vacation in Wanganui and Hawera. Mr. T. L. Marsack, of Auckland, is visiting Palmerston North and Wanganui. Mrs. C. B. Judd, of Honolulu, is on a visit to Auckland and is staying at the Grand Hotel. Mrs. H. Kinder, of Arney Road, Remuera, returned yesterday from a visit to Wellington. Mrs. E. H. B. Milsom has returned from Wellington, where she attended the Kindergarten Conference. Mrs. J. Kenealy, of Remuera, is visiting Rotorua, where she has joined members of her family already there.	[277, 169, 387, 348]
ad-line-1: LAWNMOWERS AND SAWS COLLECTED	[31, 968, 198, 978]
ad-body: Just add boiling water to make the most delicious drink you ever tasted. But be sure it's SYMINGTON'S Coffee Essence.	[114, 428, 256, 446]
oddfellows-heading: ODDFELLOWS' SOCIAL AND DANCE	[840, 478, 959, 499]
step-1: 1 Apply Veet—a pleasant and really sweet-smelling cream—direct from the tube.	[100, 154, 254, 171]
col6-text-6: Miss Phyllis Scott wore a frock of lime green georgette. Miss Ruth Ellis was in black satin. Miss Mollie Gordon wore a pretty frock of rose crepe de chine. Miss Lucy Hunt was in primrose taffeta. Miss Ivy Marshall chose a frock of parchment lace. Miss Noeline Wood was in maize georgette. Miss Joan Bell wore a frock of cherry red velvet.	[834, 415, 965, 467]
brand-name: SYMINGTON'S	[87, 456, 245, 481]
handwritten-letter-illustration	[18, 720, 258, 920]
wi-subheading: HENDERSON BRANCH	[857, 644, 942, 654]
dancers-text-cont-7: The Countess of Cottesloe wore a striking gown of palest parchment moire taffeta, flounced in capucine with silver lace. Mrs. H. Gaunt was gowned in black ring velvet, and Miss A. Seggie wore a graceful frock of pink lace. Mrs. T. Maddocks wore a frock of bordered cream georgette, and Mrs. Donald had an all-over gown of black lace. Miss Alys Roberts wore a frock of ivory chiffon, and Mrs. Farrell chose a gown of blue floral georgette. Miss Dorothy Cook was in a frock of black velvet, relieved with touches of pink. Mrs. Finlayson wore a frock of apricot satin.	[394, 785, 555, 857]
slogan: So very quickly made....	[65, 383, 262, 427]
califig-headline: Ideal first-aid for 'bilious child.	[972, 698, 1110, 728]
dancers-heading: AMONG THE DANCERS	[431, 280, 518, 290]
product-name: COFFEE & CHICORY ESSENCE	[98, 482, 234, 492]
epsom-heading: CONCERT AT EPSOM	[712, 578, 809, 590]
col4-text-5: Miss Janet Clarkson wore turquoise blue and silver brocaded metal cloth with deep decolletage. Miss Whitson-Airey had on a pretty frock of pale orange satin. Miss Gwen Kingston wore an ankle-length frock of green satin. Miss M. Reid was graceful in a slender gown of sea foam green faille. Miss Margaret Waller wore a bouffant frock of pale pink net. Miss Ruth Grey had on a pretty frock of primrose taffeta. Miss Iris Tonge was in black satin relieved with diamente. Miss Dawn Peebles chose a frock of ivory satin. Miss Thorne was in a pretty frock of shell pink taffeta. Miss Buchanan was charming in blue georgette. Miss E. Doonan wore a frock of rose georgette with a deep hem. Miss Marie Woodhouse was in black velvet. Miss A. Ingall chose a graceful gown of powder blue chiffon. Miss Beryl Cox was in a pretty frock of maize satin.	[562, 540, 687, 669]
griffiths-gladioli-ad	[4, 1037, 268, 1219]
always-line: Klexema is Always Successful	[1004, 160, 1078, 166]
ambulance-subheading: PLEASANT EVENING	[860, 90, 939, 99]
child-portrait-photo	[972, 544, 1110, 694]
ambulance-column	[834, 28, 965, 1264]
lawnmower-man-illustration	[218, 968, 262, 1028]
rowing-subheading: DIXIELAND GAILY DECORATED	[700, 97, 821, 106]
dancers-text-cont: The Countess of Cottesloe wore a striking gown of palest parchment moire taffeta, flounced in capucine with silver lace. Mrs. H. Gaunt was gowned in black ring velvet, and Miss A. Seggie wore a graceful frock of pink lace. Mrs. T. Maddocks wore a frock of bordered cream georgette, and Mrs. Donald had an all-over gown of black lace. Miss Alys Roberts wore a frock of ivory chiffon, and Mrs. Farrell chose a gown of blue floral georgette. Miss Dorothy Cook was in a frock of black velvet, relieved with touches of pink. Mrs. Finlayson wore a frock of apricot satin.	[394, 363, 555, 434]
highlander-milk-ad	[972, 807, 1110, 1037]
ad-footer: ANTI-ACIDO FOR INDIGESTION	[58, 907, 214, 948]
col4-text-7: Miss Janet Clarkson wore turquoise blue and silver brocaded metal cloth with deep decolletage. Miss Whitson-Airey had on a pretty frock of pale orange satin. Miss Gwen Kingston wore an ankle-length frock of green satin. Miss M. Reid was graceful in a slender gown of sea foam green faille. Miss Margaret Waller wore a bouffant frock of pale pink net. Miss Ruth Grey had on a pretty frock of primrose taffeta. Miss Iris Tonge was in black satin relieved with diamente. Miss Dawn Peebles chose a frock of ivory satin. Miss Thorne was in a pretty frock of shell pink taffeta. Miss Buchanan was charming in blue georgette. Miss E. Doonan wore a frock of rose georgette with a deep hem. Miss Marie Woodhouse was in black velvet. Miss A. Ingall chose a graceful gown of powder blue chiffon. Miss Beryl Cox was in a pretty frock of maize satin.	[562, 796, 687, 925]
nursery-address: Box 13, Newton, AUCKLAND.	[80, 1210, 192, 1219]
col4-text-12: Miss Janet Clarkson wore turquoise blue and silver brocaded metal cloth with deep decolletage. Miss Whitson-Airey had on a pretty frock of pale orange satin. Miss Gwen Kingston wore an ankle-length frock of green satin. Miss M. Reid was graceful in a slender gown of sea foam green faille. Miss Margaret Waller wore a bouffant frock of pale pink net. Miss Ruth Grey had on a pretty frock of primrose taffeta. Miss Iris Tonge was in black satin relieved with diamente. Miss Dawn Peebles chose a frock of ivory satin. Miss Thorne was in a pretty frock of shell pink taffeta. Miss Buchanan was charming in blue georgette. Miss E. Doonan wore a frock of rose georgette with a deep hem. Miss Marie Woodhouse was in black velvet. Miss A. Ingall chose a graceful gown of powder blue chiffon. Miss Beryl Cox was in a pretty frock of maize satin.	[562, 1437, 687, 1566]
product-name: Skin Treatment	[994, 90, 1088, 105]
head-office: HEAD OFFICE: KLEXEMA ROOMS,	[979, 169, 1079, 175]
brand-name: KLEXEMA	[989, 67, 1093, 89]
article-headline: Dancers Spend Joyous Time at Peter Pan	[394, 30, 485, 80]
maker-line: In Olive-green wrappers. Manufactured only by J. Goddard & Sons, Station St. Leicester, England.	[12, 368, 161, 379]
croquet2-heading: MONT LE GRAND CROQUET CLUB	[293, 614, 371, 635]
